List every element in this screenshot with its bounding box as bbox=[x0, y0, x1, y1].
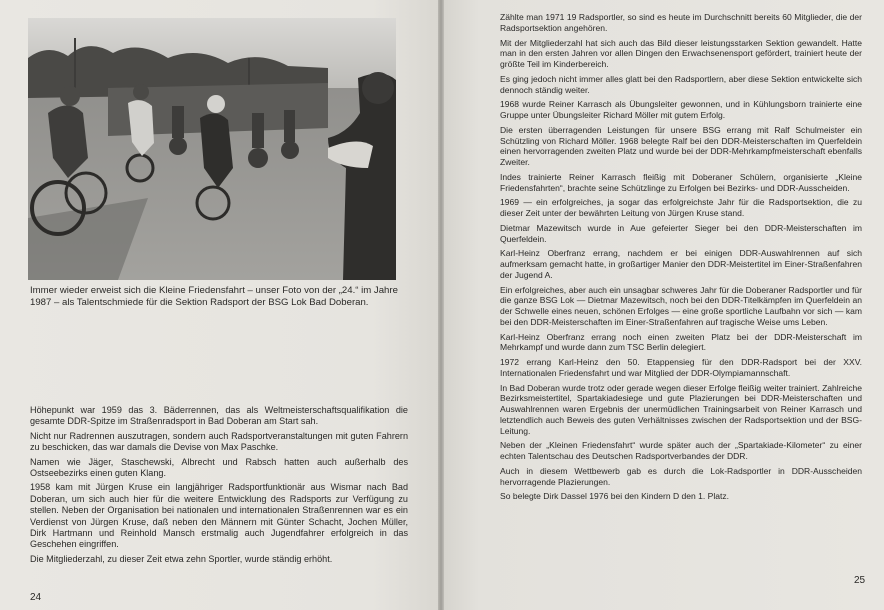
page-number-left: 24 bbox=[30, 592, 42, 603]
right-paragraph: 1972 errang Karl-Heinz den 50. Etappensieg für den DDR-Radsport bei der XXV. Internationalen Friedensfahrt und war Mitglied der DDR-Olympiamannschaft. bbox=[500, 357, 862, 378]
left-paragraph: Nicht nur Radrennen auszutragen, sondern auch Radsportveranstaltungen mit guten Fahrern zu beschicken, das war damals die Devise von Max Paschke. bbox=[30, 430, 408, 453]
right-paragraph: 1969 — ein erfolgreiches, ja sogar das erfolgreichste Jahr für die Radsportsektion, die zu dieser Zeit unter der bewährten Leitung von Jürgen Kruse stand. bbox=[500, 197, 862, 218]
right-paragraph: Karl-Heinz Oberfranz errang noch einen zweiten Platz bei der DDR-Meisterschaft im Mehrkampf und wurde dann zum TSC Berlin delegiert. bbox=[500, 331, 862, 353]
left-paragraph: Höhepunkt war 1959 das 3. Bäderrennen, das als Weltmeisterschaftsqualifikation die gesamte DDR-Spitze im Straßenradsport in Bad Doberan am Start sah. bbox=[30, 405, 408, 427]
right-paragraph: 1968 wurde Reiner Karrasch als Übungsleiter gewonnen, und in Kühlungsborn trainierte eine Gruppe unter Übungsleiter Richard Möller mit gutem Erfolg. bbox=[500, 99, 862, 120]
right-paragraph: In Bad Doberan wurde trotz oder gerade wegen dieser Erfolge fleißig weiter trainiert. Zahlreiche Bezirksmeistertitel, Spartakiadesiege und gute Plazierungen bei DDR-Meisterschaften und Auswahlrennen waren Ergebnis der unermüdlichen Trainingsarbeit von Reiner Karrasch und letztendlich auch Beweis des guten Verhältnisses zwischen der Radsportsektion und der BSG-Leitung. bbox=[500, 382, 862, 436]
photo-caption: Immer wieder erweist sich die Kleine Friedensfahrt – unser Foto von der „24.“ im Jahre 1987 – als Talentschmiede für die Sektion Radsport der BSG Lok Bad Doberan. bbox=[30, 285, 398, 309]
right-paragraph: Die ersten überragenden Leistungen für unsere BSG errang mit Ralf Schulmeister ein Schützling von Richard Möller. 1968 belegte Ralf bei den DDR-Meisterschaften im Querfeldein einen hervorragenden zweiten Platz und wurde bei der DDR-Mehrkampfmeisterschaft ebenfalls Zweiter. bbox=[500, 124, 862, 167]
right-paragraph: Auch in diesem Wettbewerb gab es durch die Lok-Radsportler in DDR-Ausscheiden hervorragende Plazierungen. bbox=[500, 465, 862, 487]
page-number-right: 25 bbox=[854, 575, 866, 586]
right-paragraph: Karl-Heinz Oberfranz errang, nachdem er bei einigen DDR-Auswahlrennen auf sich aufmerksam gemacht hatte, in großartiger Manier den DDR-Meistertitel im Einer-Straßenfahren der Jugend A. bbox=[500, 248, 862, 280]
right-paragraph: Mit der Mitgliederzahl hat sich auch das Bild dieser leistungsstarken Sektion gewandelt. Hatte man in den ersten Jahren vor allen Dingen den Erwachsenensport gefördert, trainiert heute der größte Teil im Kinderbereich. bbox=[500, 37, 862, 69]
right-paragraph: So belegte Dirk Dassel 1976 bei den Kindern D den 1. Platz. bbox=[500, 491, 730, 502]
cyclists-photo-image bbox=[28, 18, 396, 280]
right-paragraph: Es ging jedoch nicht immer alles glatt bei den Radsportlern, aber diese Sektion entwickelte sich dennoch ständig weiter. bbox=[500, 73, 862, 95]
left-body-text bbox=[30, 405, 408, 568]
left-paragraph: Die Mitgliederzahl, zu dieser Zeit etwa zehn Sportler, wurde ständig erhöht. bbox=[30, 553, 333, 564]
right-paragraph: Indes trainierte Reiner Karrasch fleißig mit Doberaner Schülern, organisierte „Kleine Friedensfahrten“, brachte seine Schützlinge zu Erfolgen bei Bezirks- und DDR-Ausscheiden. bbox=[500, 171, 862, 193]
left-paragraph: Namen wie Jäger, Staschewski, Albrecht und Rabsch hatten auch außerhalb des Ostseebezirks einen guten Klang. bbox=[30, 456, 408, 479]
right-paragraph: Zählte man 1971 19 Radsportler, so sind es heute im Durchschnitt bereits 60 Mitglieder, die der Radsportsektion angehören. bbox=[500, 12, 862, 33]
race-photo bbox=[28, 18, 396, 280]
left-page bbox=[0, 0, 438, 610]
right-paragraph: Neben der „Kleinen Friedensfahrt“ wurde später auch der „Spartakiade-Kilometer“ zu einer echten Talentschau des Deutschen Radsportverbandes der DDR. bbox=[500, 440, 862, 461]
right-body-text bbox=[500, 12, 862, 506]
left-paragraph: 1958 kam mit Jürgen Kruse ein langjähriger Radsportfunktionär aus Wismar nach Bad Doberan, um sich auch hier für die weitere Entwicklung des Radsports zur Verfügung zu stellen. Neben der Organisation bei nationalen und internationalen Straßenrennen war es ein Verdienst von Jürgen Kruse, daß neben den Männern mit Günter Schacht, Jochen Müller, Dirk Hartmann und Reinhold Mansch erstmalig auch Jugendfahrer erfolgreich in das Geschehen eingriffen. bbox=[30, 482, 408, 550]
right-paragraph: Dietmar Mazewitsch wurde in Aue gefeierter Sieger bei den DDR-Meisterschaften im Querfeldein. bbox=[500, 222, 862, 244]
right-paragraph: Ein erfolgreiches, aber auch ein unsagbar schweres Jahr für die Doberaner Radsportler und für die ganze BSG Lok — Dietmar Mazewitsch, noch bei den DDR-Titelkämpfen im Querfeldein an der Schwelle eines neuen, schönen Erfolges — eine große sportliche Laufbahn vor sich — kam bei den DDR-Meisterschaften im Einer-Straßenfahren auf tragische Weise ums Leben. bbox=[500, 284, 862, 327]
